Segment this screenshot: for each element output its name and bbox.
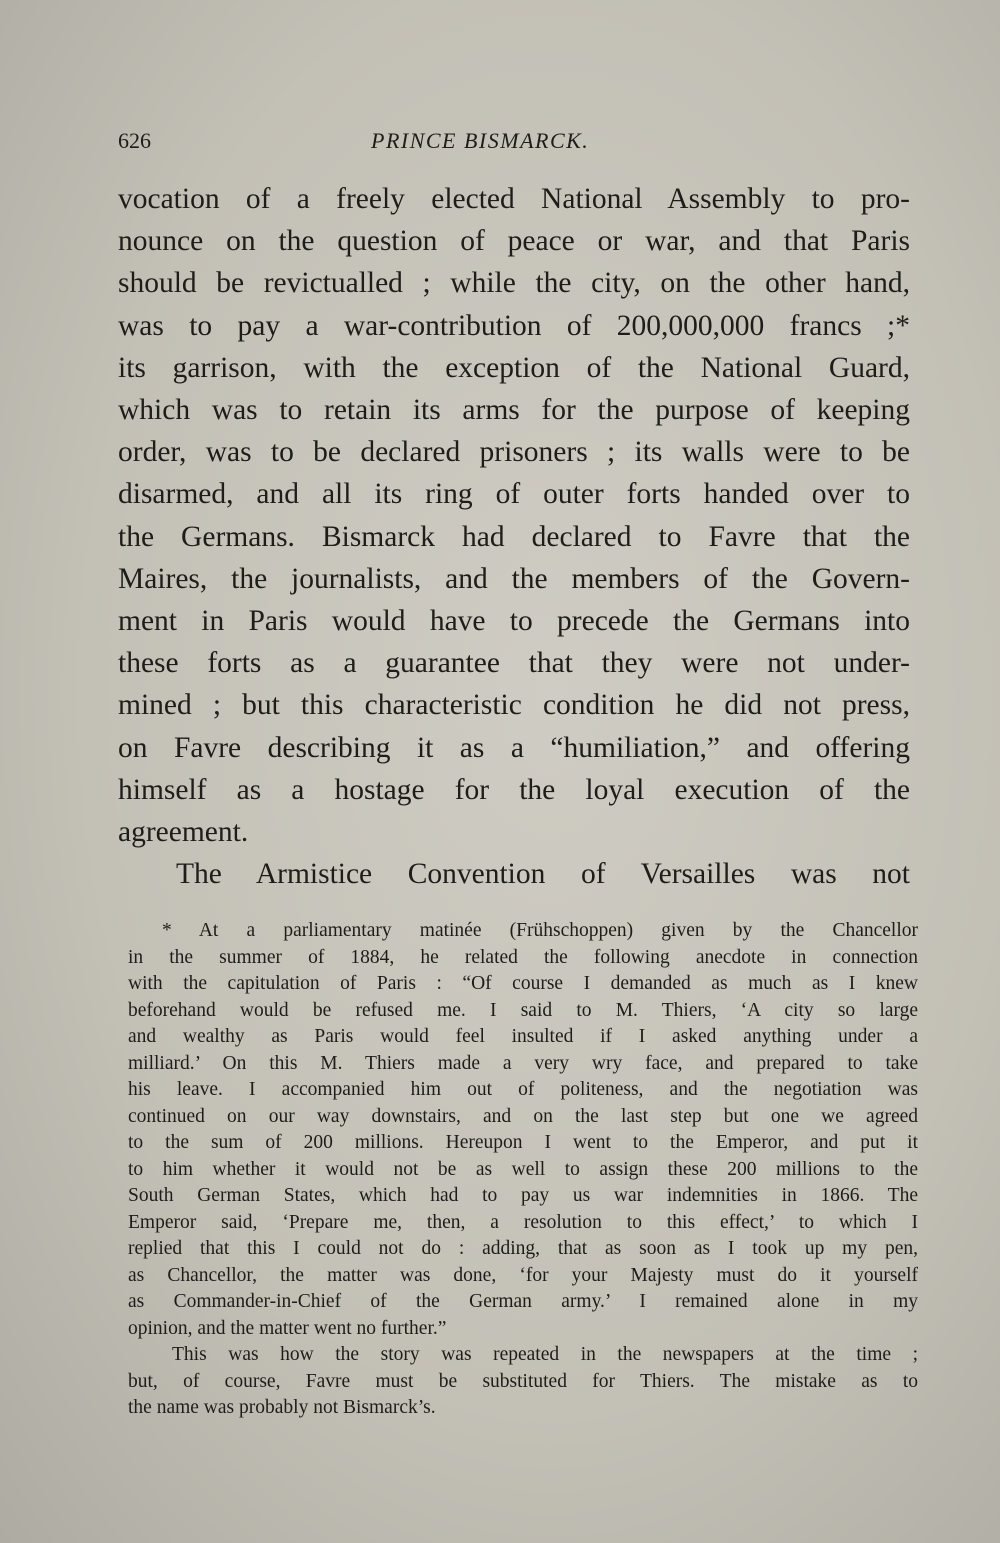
page-number: 626 bbox=[118, 128, 151, 153]
text-line: himself as a hostage for the loyal execution of the bbox=[118, 773, 910, 806]
text-line: these forts as a guarantee that they were not under- bbox=[118, 647, 910, 680]
text-line: nounce on the question of peace or war, and that Paris bbox=[118, 225, 910, 258]
text-line: should be revictualled ; while the city, on the other hand, bbox=[118, 267, 910, 300]
page-header bbox=[118, 128, 918, 168]
text-line: agreement. bbox=[118, 816, 249, 849]
text-line: the Germans. Bismarck had declared to Favre that the bbox=[118, 520, 910, 553]
main-text bbox=[118, 178, 910, 895]
text-line: disarmed, and all its ring of outer forts handed over to bbox=[118, 478, 910, 511]
footnote-line: milliard.’ On this M. Thiers made a very wry face, and prepared to take bbox=[128, 1052, 918, 1074]
footnote-line: Emperor said, ‘Prepare me, then, a resolution to this effect,’ to which I bbox=[128, 1211, 918, 1233]
text-line: mined ; but this characteristic condition he did not press, bbox=[118, 689, 910, 722]
text-line: ment in Paris would have to precede the Germans into bbox=[118, 605, 910, 638]
footnote-line: the name was probably not Bismarck’s. bbox=[128, 1397, 436, 1418]
footnote-line: beforehand would be refused me. I said to M. Thiers, ‘A city so large bbox=[128, 999, 918, 1021]
footnote-line: but, of course, Favre must be substituted for Thiers. The mistake as to bbox=[128, 1370, 918, 1392]
text-line: The Armistice Convention of Versailles was not bbox=[176, 858, 910, 891]
footnote-line: and wealthy as Paris would feel insulted if I asked anything under a bbox=[128, 1026, 918, 1047]
footnote-line: his leave. I accompanied him out of politeness, and the negotiation was bbox=[128, 1079, 918, 1100]
text-line: which was to retain its arms for the purpose of keeping bbox=[118, 394, 910, 427]
text-line: its garrison, with the exception of the National Guard, bbox=[118, 351, 910, 384]
text-line: vocation of a freely elected National Assembly to pro- bbox=[118, 183, 910, 215]
text-line: was to pay a war-contribution of 200,000,000 francs ;* bbox=[118, 309, 910, 342]
footnote-line: as Chancellor, the matter was done, ‘for your Majesty must do it yourself bbox=[128, 1264, 918, 1286]
footnote-line: as Commander-in-Chief of the German army.’ I remained alone in my bbox=[128, 1291, 918, 1312]
text-line: order, was to be declared prisoners ; its walls were to be bbox=[118, 436, 910, 469]
footnote-line: * At a parliamentary matinée (Frühschoppen) given by the Chancellor bbox=[162, 920, 918, 941]
footnote-line: opinion, and the matter went no further.” bbox=[128, 1317, 447, 1339]
footnote-line: to him whether it would not be as well to assign these 200 millions to the bbox=[128, 1158, 918, 1180]
footnote-line: replied that this I could not do : adding, that as soon as I took up my pen, bbox=[128, 1238, 918, 1259]
text-line: on Favre describing it as a “humiliation,” and offering bbox=[118, 731, 910, 764]
footnote bbox=[128, 918, 918, 1422]
footnote-line: with the capitulation of Paris : “Of course I demanded as much as I knew bbox=[128, 973, 918, 994]
footnote-line: continued on our way downstairs, and on the last step but one we agreed bbox=[128, 1105, 918, 1127]
footnote-line: to the sum of 200 millions. Hereupon I went to the Emperor, and put it bbox=[128, 1132, 918, 1153]
footnote-line: in the summer of 1884, he related the following anecdote in connection bbox=[128, 946, 918, 968]
text-line: Maires, the journalists, and the members of the Govern- bbox=[118, 562, 910, 595]
running-title: PRINCE BISMARCK. bbox=[371, 128, 590, 153]
footnote-line: South German States, which had to pay us war indemnities in 1866. The bbox=[128, 1185, 918, 1206]
footnote-line: This was how the story was repeated in the newspapers at the time ; bbox=[172, 1344, 918, 1365]
